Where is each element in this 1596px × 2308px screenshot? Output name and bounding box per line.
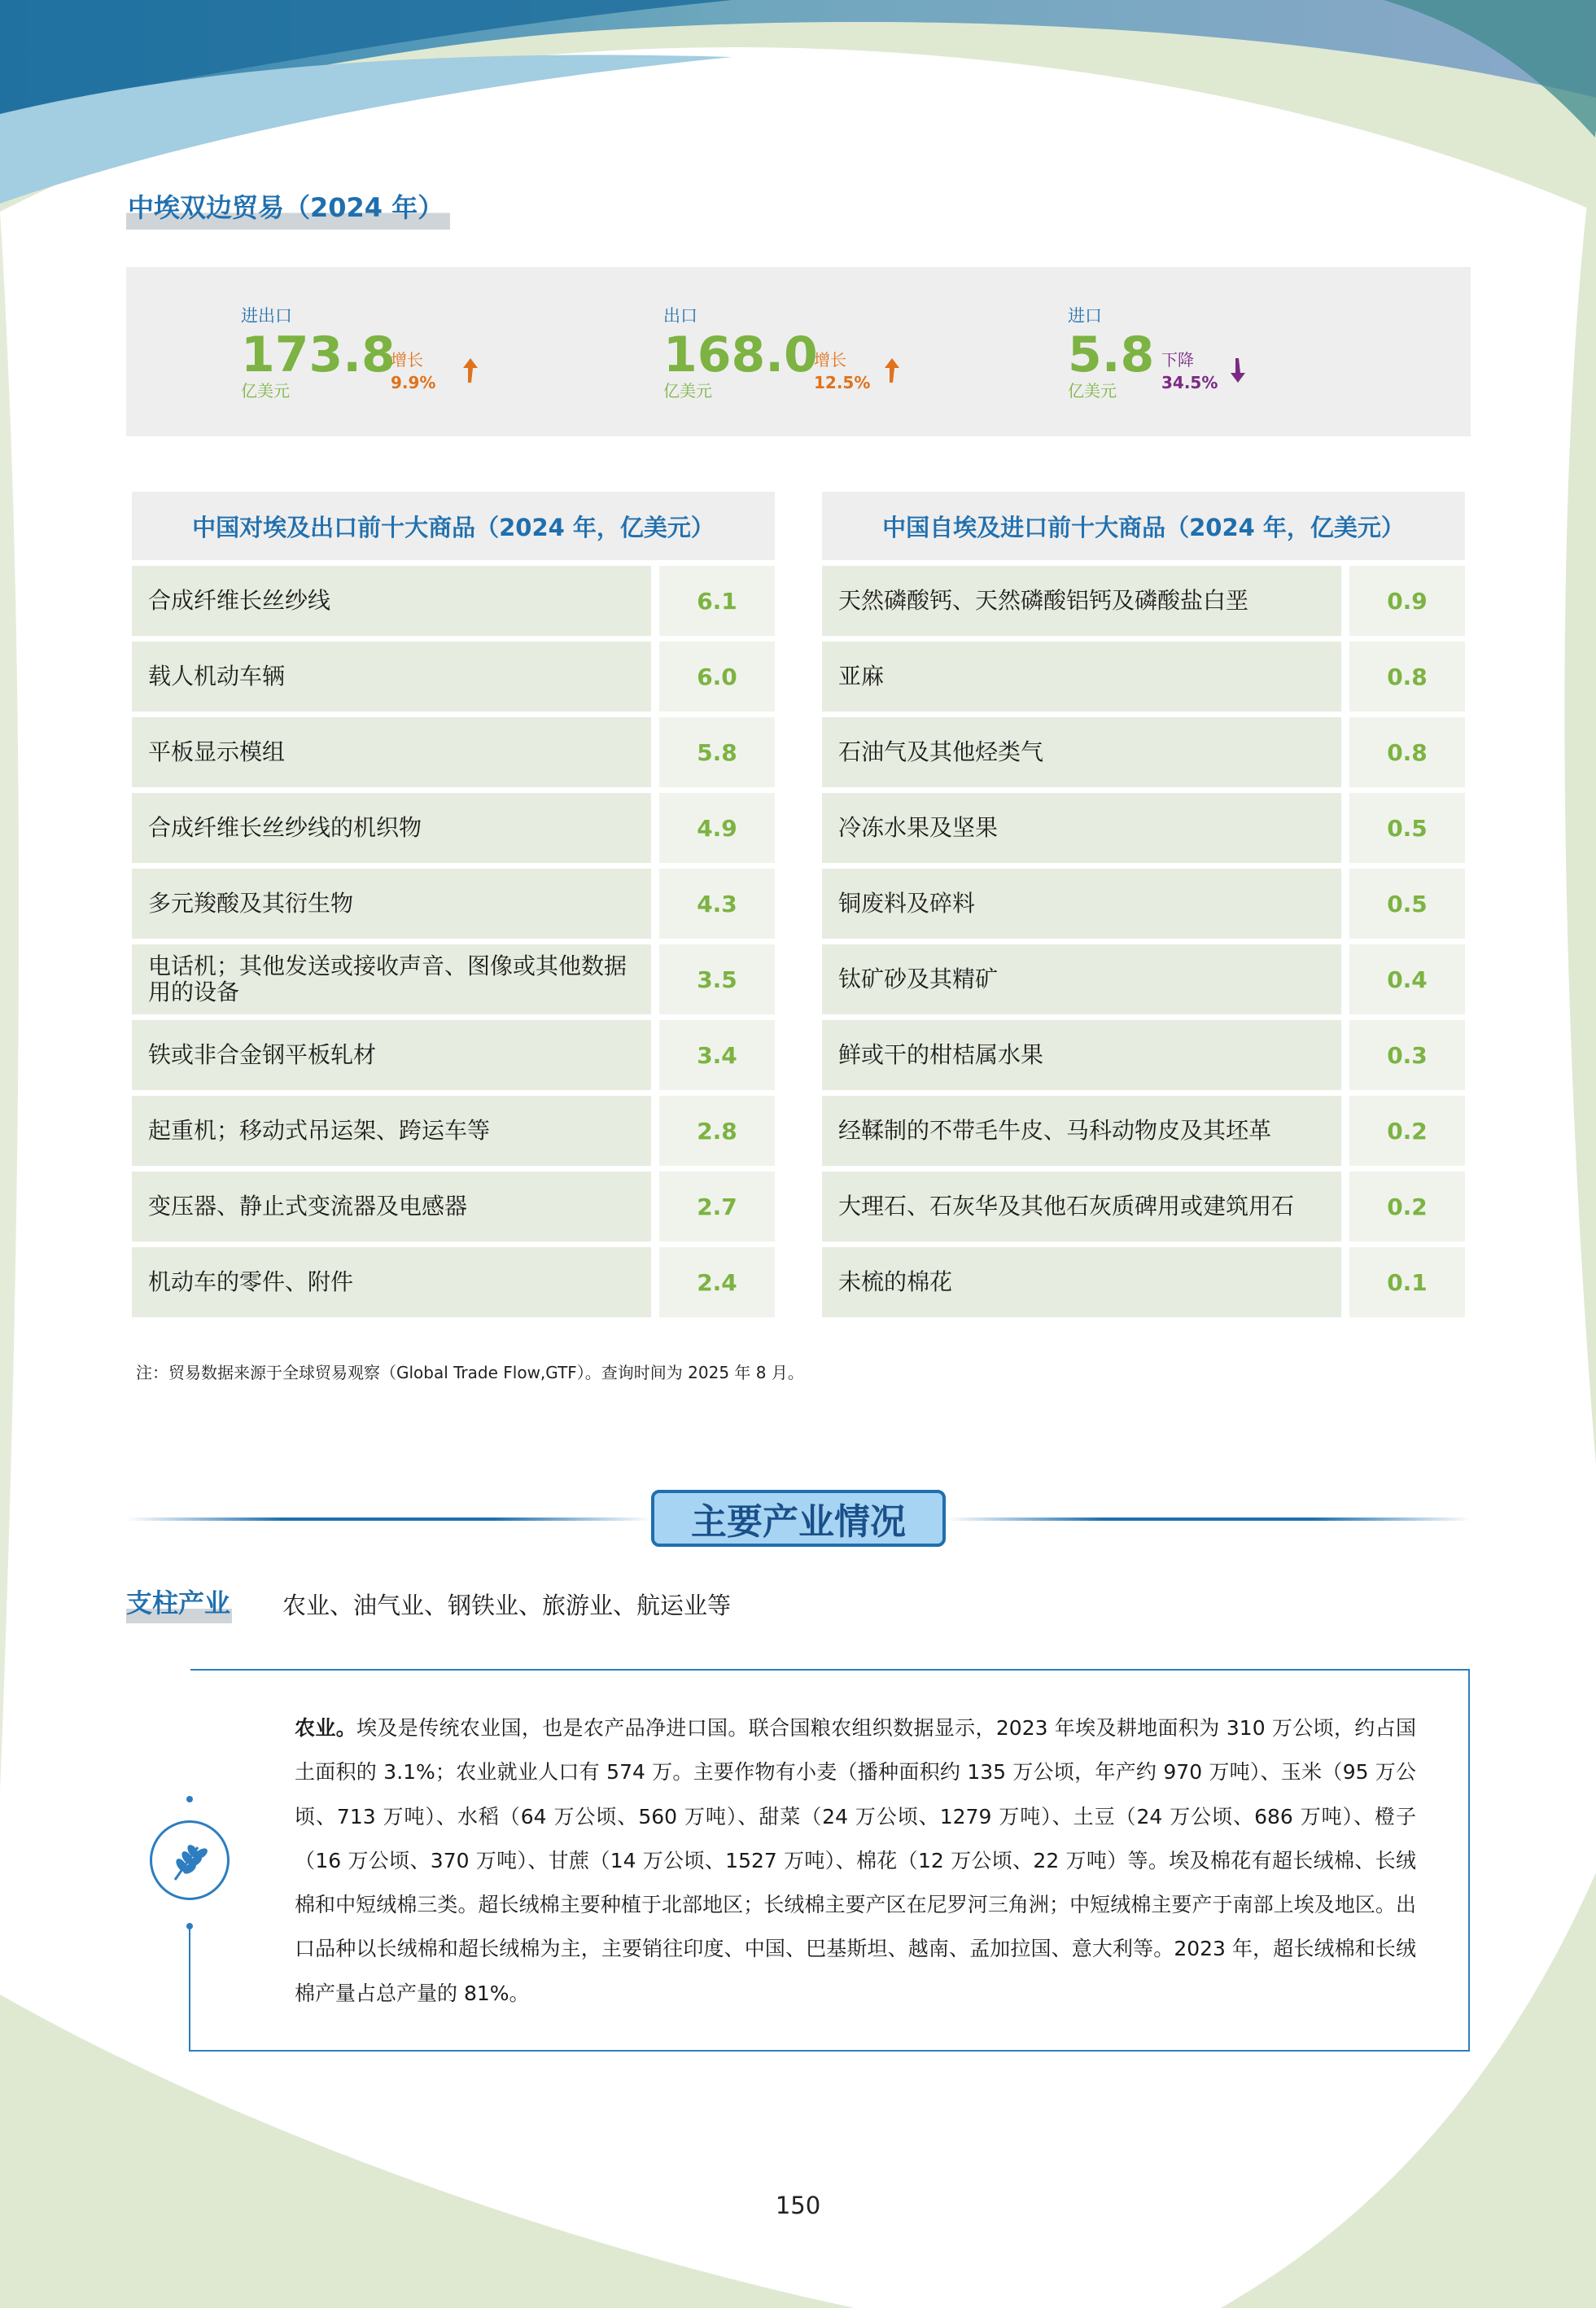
commodity-name: 载人机动车辆: [132, 642, 651, 712]
export-table-title: 中国对埃及出口前十大商品（2024 年，亿美元）: [132, 492, 775, 560]
commodity-name: 经鞣制的不带毛牛皮、马科动物皮及其坯革: [822, 1096, 1341, 1166]
table-row: [132, 944, 775, 1014]
table-row: [822, 1247, 1465, 1317]
table-row: [822, 717, 1465, 787]
commodity-value: 0.5: [1349, 869, 1465, 939]
commodity-name: 合成纤维长丝纱线: [132, 566, 651, 636]
commodity-value: 2.8: [659, 1096, 775, 1166]
agriculture-heading: 农业。: [295, 1716, 357, 1740]
divider-line-right: [946, 1517, 1471, 1521]
import-table-title: 中国自埃及进口前十大商品（2024 年，亿美元）: [822, 492, 1465, 560]
commodity-value: 0.8: [1349, 642, 1465, 712]
source-note: 注：贸易数据来源于全球贸易观察（Global Trade Flow,GTF）。查询时间为 2025 年 8 月。: [136, 1363, 804, 1382]
commodity-value: 0.8: [1349, 717, 1465, 787]
stat-import-unit: 亿美元: [1068, 381, 1117, 401]
stat-export-change-pct: 12.5%: [814, 373, 871, 392]
commodity-name: 天然磷酸钙、天然磷酸铝钙及磷酸盐白垩: [822, 566, 1341, 636]
table-row: [132, 1172, 775, 1242]
pillar-industry-list: 农业、油气业、钢铁业、旅游业、航运业等: [282, 1592, 732, 1619]
stat-export-change: [814, 348, 870, 394]
commodity-name: 大理石、石灰华及其他石灰质碑用或建筑用石: [822, 1172, 1341, 1242]
table-row: [132, 1096, 775, 1166]
commodity-value: 0.3: [1349, 1020, 1465, 1090]
commodity-value: 0.2: [1349, 1096, 1465, 1166]
table-row: [132, 1020, 775, 1090]
commodity-name: 铜废料及碎料: [822, 869, 1341, 939]
pillar-industry-label: 支柱产业: [126, 1583, 232, 1623]
table-row: [822, 944, 1465, 1014]
up-arrow-icon: [461, 357, 479, 384]
commodity-name: 合成纤维长丝纱线的机织物: [132, 793, 651, 863]
industry-banner: 主要产业情况: [651, 1490, 946, 1547]
commodity-value: 6.1: [659, 566, 775, 636]
stat-total-change-label: 增长: [391, 350, 423, 370]
commodity-value: 5.8: [659, 717, 775, 787]
wheat-icon: [165, 1836, 214, 1885]
commodity-name: 起重机；移动式吊运架、跨运车等: [132, 1096, 651, 1166]
commodity-name: 未梳的棉花: [822, 1247, 1341, 1317]
commodity-value: 6.0: [659, 642, 775, 712]
stat-export-label: 出口: [663, 306, 697, 326]
stat-export-value: 168.0: [663, 326, 818, 383]
commodity-value: 2.7: [659, 1172, 775, 1242]
commodity-name: 钛矿砂及其精矿: [822, 944, 1341, 1014]
commodity-name: 冷冻水果及坚果: [822, 793, 1341, 863]
box-gap: [189, 1669, 190, 1799]
agriculture-paragraph: [295, 1706, 1416, 2016]
wheat-icon-badge: [150, 1820, 230, 1900]
commodity-name: 平板显示模组: [132, 717, 651, 787]
commodity-name: 多元羧酸及其衍生物: [132, 869, 651, 939]
table-row: [822, 1172, 1465, 1242]
connector-dot-top: [186, 1796, 193, 1802]
commodity-value: 0.9: [1349, 566, 1465, 636]
table-row: [822, 869, 1465, 939]
down-arrow-icon: [1229, 357, 1247, 384]
divider-line-left: [126, 1517, 651, 1521]
stat-total-unit: 亿美元: [241, 381, 290, 401]
connector-dot-bottom: [186, 1923, 193, 1929]
table-row: [822, 793, 1465, 863]
commodity-value: 3.5: [659, 944, 775, 1014]
commodity-value: 3.4: [659, 1020, 775, 1090]
stat-total-value: 173.8: [241, 326, 396, 383]
commodity-value: 4.3: [659, 869, 775, 939]
stat-import: [1068, 303, 1154, 401]
stat-import-value: 5.8: [1068, 326, 1155, 383]
stat-export: [663, 303, 818, 401]
commodity-value: 4.9: [659, 793, 775, 863]
commodity-name: 铁或非合金钢平板轧材: [132, 1020, 651, 1090]
table-row: [822, 566, 1465, 636]
agriculture-text: 埃及是传统农业国，也是农产品净进口国。联合国粮农组织数据显示，2023 年埃及耕地面积为 310 万公顷，约占国土面积的 3.1%；农业就业人口有 574 万。主要作物有小麦（播种面积约 135 万公顷，年产约 970 万吨）、玉米（95 万公顷、713 万吨）、水稻（64 万公顷、560 万吨）、甜菜（24 万公顷、1279 万吨）、土豆（24 万公顷、686 万吨）、橙子（16 万公顷、370 万吨）、甘蔗（14 万公顷、1527 万吨）、棉花（12 万公顷、22 万吨）等。埃及棉花有超长绒棉、长绒棉和中短绒棉三类。超长绒棉主要种植于北部地区；长绒棉主要产区在尼罗河三角洲；中短绒棉主要产于南部上埃及地区。出口品种以长绒棉和超长绒棉为主，主要销往印度、中国、巴基斯坦、越南、孟加拉国、意大利等。2023 年，超长绒棉和长绒棉产量占总产量的 81%。: [295, 1716, 1416, 2005]
table-row: [132, 566, 775, 636]
table-row: [132, 642, 775, 712]
table-row: [132, 717, 775, 787]
up-arrow-icon: [883, 357, 901, 384]
commodity-value: 0.4: [1349, 944, 1465, 1014]
commodity-name: 变压器、静止式变流器及电感器: [132, 1172, 651, 1242]
commodity-name: 亚麻: [822, 642, 1341, 712]
table-row: [822, 1020, 1465, 1090]
stat-import-change-pct: 34.5%: [1161, 373, 1218, 392]
stat-import-change-label: 下降: [1161, 350, 1194, 370]
commodity-value: 0.1: [1349, 1247, 1465, 1317]
table-row: [822, 642, 1465, 712]
table-row: [132, 1247, 775, 1317]
commodity-value: 0.2: [1349, 1172, 1465, 1242]
commodity-name: 石油气及其他烃类气: [822, 717, 1341, 787]
stat-total-change: [391, 348, 435, 394]
commodity-value: 0.5: [1349, 793, 1465, 863]
section-title: 中埃双边贸易（2024 年）: [126, 186, 450, 230]
page-number: 150: [775, 2192, 821, 2219]
trade-stats-panel: [126, 267, 1471, 436]
stat-export-unit: 亿美元: [663, 381, 712, 401]
commodity-value: 2.4: [659, 1247, 775, 1317]
table-row: [822, 1096, 1465, 1166]
export-top10-table: [132, 492, 775, 1323]
commodity-name: 机动车的零件、附件: [132, 1247, 651, 1317]
stat-total-change-pct: 9.9%: [391, 373, 436, 392]
table-row: [132, 793, 775, 863]
stat-total-label: 进出口: [241, 306, 292, 326]
import-top10-table: [822, 492, 1465, 1323]
commodity-name: 电话机；其他发送或接收声音、图像或其他数据用的设备: [132, 944, 651, 1014]
stat-import-label: 进口: [1068, 306, 1102, 326]
stat-import-change: [1161, 348, 1218, 394]
stat-total: [241, 303, 396, 401]
table-row: [132, 869, 775, 939]
commodity-name: 鲜或干的柑桔属水果: [822, 1020, 1341, 1090]
stat-export-change-label: 增长: [814, 350, 846, 370]
